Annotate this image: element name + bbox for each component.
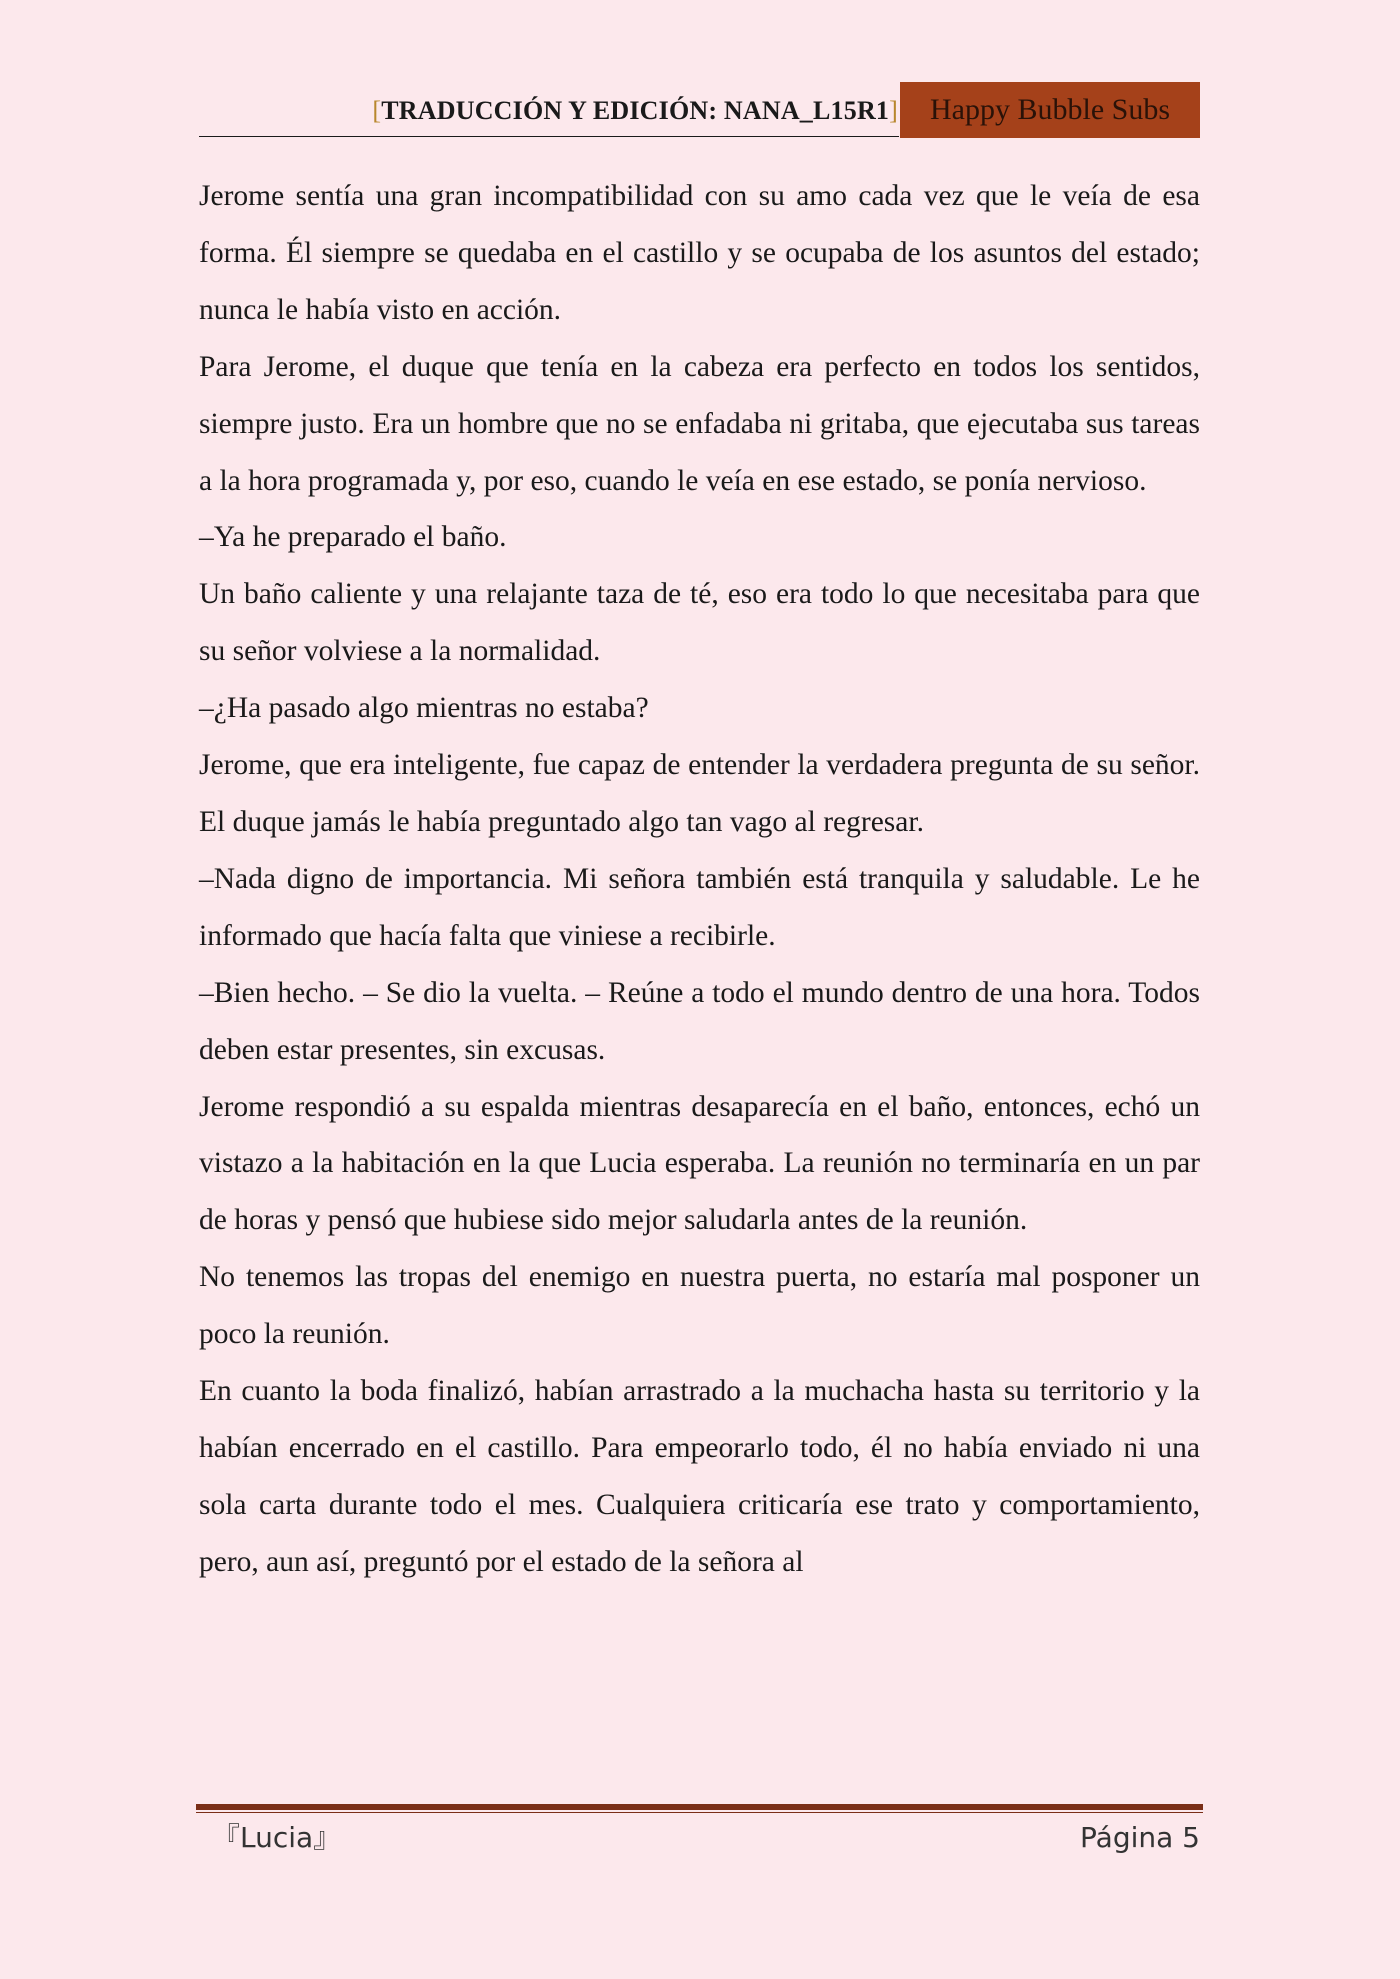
paragraph: –Nada digno de importancia. Mi señora también está tranquila y saludable. Le he informado que hacía falta que viniese a recibirle. [199,862,1200,952]
paragraph: Para Jerome, el duque que tenía en la cabeza era perfecto en todos los sentidos, siempre justo. Era un hombre que no se enfadaba ni gritaba, que ejecutaba sus tareas a la hora programada y, por eso, cuando le veía en ese estado, se ponía nervioso. [199,350,1200,497]
header-rule [199,136,899,137]
paragraph: Jerome sentía una gran incompatibilidad con su amo cada vez que le veía de esa forma. Él siempre se quedaba en el castillo y se ocupaba de los asuntos del estado; nunca le había visto en acción. [199,180,1200,326]
paragraph: Un baño caliente y una relajante taza de té, eso era todo lo que necesitaba para que su señor volviese a la normalidad. [199,578,1200,668]
page-body [199,168,1200,1591]
paragraph: En cuanto la boda finalizó, habían arrastrado a la muchacha hasta su territorio y la habían encerrado en el castillo. Para empeorarlo todo, él no había enviado ni una sola carta durante todo el mes. Cualquiera criticaría ese trato y comportamiento, pero, aun así, preguntó por el estado de la señora al [199,1375,1200,1578]
header-title-text: TRADUCCIÓN Y EDICIÓN: NANA_L15R1 [381,96,890,125]
paragraph: Jerome respondió a su espalda mientras desaparecía en el baño, entonces, echó un vistazo a la habitación en la que Lucia esperaba. La reunión no terminaría en un par de horas y pensó que hubiese sido mejor saludarla antes de la reunión. [199,1090,1200,1237]
header-bracket-open: [ [372,96,382,125]
page-header [199,82,1200,138]
paragraph: No tenemos las tropas del enemigo en nuestra puerta, no estaría mal posponer un poco la reunión. [199,1261,1200,1351]
header-title [372,96,898,126]
paragraph: Jerome, que era inteligente, fue capaz de entender la verdadera pregunta de su señor. El duque jamás le había preguntado algo tan vago al regresar. [199,749,1200,838]
footer-book-title: 『Lucia』 [212,1821,342,1854]
header-badge: Happy Bubble Subs [900,82,1200,138]
paragraph: –Ya he preparado el baño. [199,521,507,554]
paragraph: –Bien hecho. – Se dio la vuelta. – Reúne a todo el mundo dentro de una hora. Todos deben estar presentes, sin excusas. [199,976,1200,1066]
paragraph: –¿Ha pasado algo mientras no estaba? [199,692,649,725]
footer-rule [196,1804,1203,1810]
header-bracket-close: ] [889,96,898,125]
footer-rule-thin [196,1812,1203,1813]
footer-page-number: Página 5 [1080,1821,1200,1854]
